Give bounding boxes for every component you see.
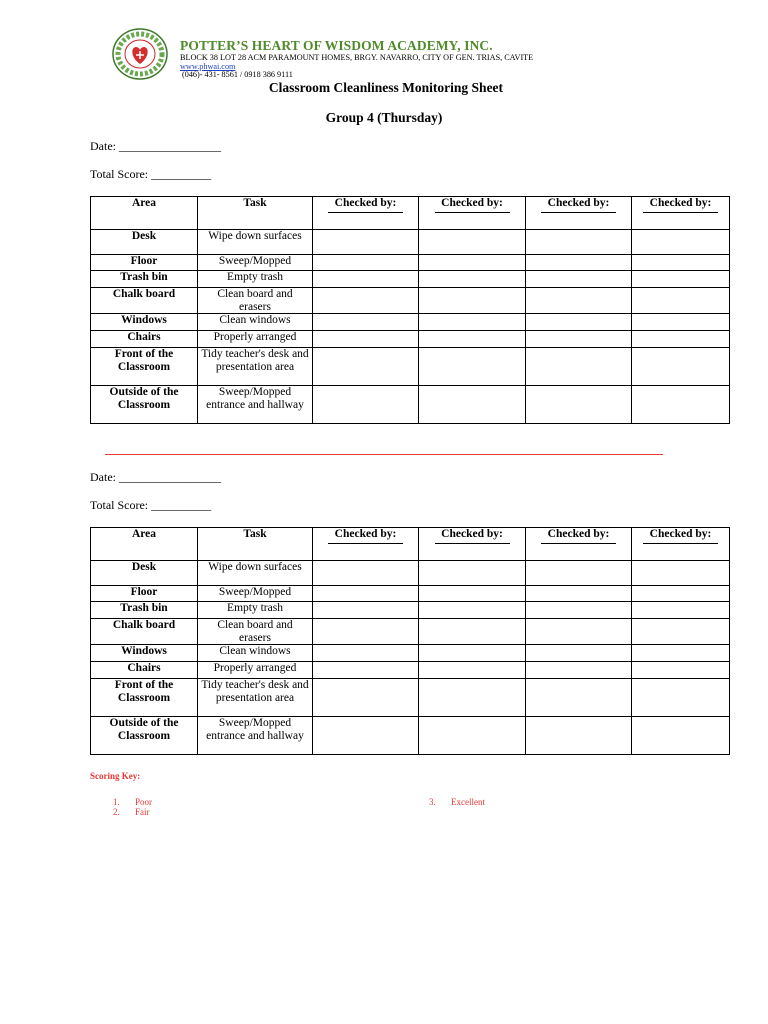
area-cell: Windows (91, 314, 198, 331)
area-cell: Outside of the Classroom (91, 386, 198, 424)
task-cell: Tidy teacher's desk and presentation area (198, 348, 313, 386)
check-cell[interactable] (313, 645, 419, 662)
check-cell[interactable] (313, 561, 419, 586)
section-divider (105, 454, 663, 455)
sheet-title: Classroom Cleanliness Monitoring Sheet (268, 80, 504, 95)
task-cell: Wipe down surfaces (198, 561, 313, 586)
area-cell: Chalk board (91, 288, 198, 314)
checked-by-header (526, 197, 632, 230)
task-cell: Sweep/Mopped entrance and hallway (198, 386, 313, 424)
check-cell[interactable] (526, 386, 632, 424)
check-cell[interactable] (526, 662, 632, 679)
check-cell[interactable] (526, 271, 632, 288)
header-label: Checked by: (441, 197, 503, 209)
check-cell[interactable] (632, 679, 730, 717)
check-cell[interactable] (419, 717, 526, 755)
task-cell: Sweep/Mopped (198, 255, 313, 271)
area-cell: Outside of the Classroom (91, 717, 198, 755)
check-cell[interactable] (419, 288, 526, 314)
signature-line (643, 543, 718, 544)
checked-by-header (632, 528, 730, 561)
task-cell: Clean windows (198, 645, 313, 662)
checked-by-header (419, 197, 526, 230)
area-cell: Front of the Classroom (91, 679, 198, 717)
task-cell: Wipe down surfaces (198, 230, 313, 255)
task-cell: Clean board and erasers (198, 619, 313, 645)
area-cell: Windows (91, 645, 198, 662)
check-cell[interactable] (313, 331, 419, 348)
area-header (91, 197, 198, 230)
area-cell: Front of the Classroom (91, 348, 198, 386)
task-cell: Clean windows (198, 314, 313, 331)
check-cell[interactable] (526, 645, 632, 662)
check-cell[interactable] (419, 348, 526, 386)
checked-by-header (313, 197, 419, 230)
check-cell[interactable] (632, 586, 730, 602)
header-label: Area (131, 197, 157, 209)
check-cell[interactable] (313, 586, 419, 602)
check-cell[interactable] (419, 586, 526, 602)
check-cell[interactable] (526, 561, 632, 586)
check-cell[interactable] (526, 679, 632, 717)
check-cell[interactable] (526, 619, 632, 645)
task-cell: Sweep/Mopped entrance and hallway (198, 717, 313, 755)
table-header-row (91, 528, 730, 561)
table-row (91, 561, 730, 586)
header-label: Checked by: (441, 528, 503, 540)
check-cell[interactable] (526, 314, 632, 331)
checked-by-header (632, 197, 730, 230)
area-cell: Chalk board (91, 619, 198, 645)
school-phone: (046)- 431- 8561 / 0918 386 9111 (182, 70, 293, 79)
check-cell[interactable] (632, 271, 730, 288)
check-cell[interactable] (313, 230, 419, 255)
task-cell: Properly arranged (198, 331, 313, 348)
total-score-field: Total Score: __________ (90, 167, 212, 181)
check-cell[interactable] (313, 602, 419, 619)
signature-line (328, 543, 403, 544)
table-row (91, 288, 730, 314)
table-row (91, 348, 730, 386)
header-label: Task (243, 197, 267, 209)
check-cell[interactable] (313, 348, 419, 386)
signature-line (541, 212, 616, 213)
check-cell[interactable] (419, 331, 526, 348)
check-cell[interactable] (419, 314, 526, 331)
header-label: Checked by: (334, 528, 397, 540)
task-cell: Empty trash (198, 602, 313, 619)
check-cell[interactable] (632, 561, 730, 586)
check-cell[interactable] (419, 386, 526, 424)
header-label: Checked by: (334, 197, 397, 209)
signature-line (435, 212, 510, 213)
scoring-key-label: Excellent (451, 797, 485, 807)
table-row (91, 314, 730, 331)
table-row (91, 645, 730, 662)
check-cell[interactable] (313, 679, 419, 717)
header-label: Checked by: (649, 197, 712, 209)
check-cell[interactable] (526, 288, 632, 314)
check-cell[interactable] (419, 619, 526, 645)
check-cell[interactable] (419, 679, 526, 717)
check-cell[interactable] (526, 230, 632, 255)
check-cell[interactable] (419, 255, 526, 271)
task-cell: Empty trash (198, 271, 313, 288)
area-header (91, 528, 198, 561)
check-cell[interactable] (313, 255, 419, 271)
task-cell: Properly arranged (198, 662, 313, 679)
table-row (91, 662, 730, 679)
table-row (91, 271, 730, 288)
task-header (198, 197, 313, 230)
task-cell: Clean board and erasers (198, 288, 313, 314)
school-website-link[interactable]: www.phwai.com (180, 62, 236, 71)
check-cell[interactable] (632, 348, 730, 386)
scoring-key-label: Fair (135, 807, 150, 817)
area-cell: Floor (91, 586, 198, 602)
signature-line (328, 212, 403, 213)
check-cell[interactable] (632, 662, 730, 679)
task-cell: Sweep/Mopped (198, 586, 313, 602)
check-cell[interactable] (313, 271, 419, 288)
check-cell[interactable] (632, 230, 730, 255)
checked-by-header (313, 528, 419, 561)
check-cell[interactable] (632, 619, 730, 645)
school-address: BLOCK 38 LOT 28 ACM PARAMOUNT HOMES, BRGY. NAVARRO, CITY OF GEN. TRIAS, CAVITE (180, 53, 534, 62)
check-cell[interactable] (313, 619, 419, 645)
task-header (198, 528, 313, 561)
check-cell[interactable] (526, 255, 632, 271)
table-row (91, 679, 730, 717)
check-cell[interactable] (632, 314, 730, 331)
date-field: Date: _________________ (90, 139, 221, 153)
area-cell: Chairs (91, 662, 198, 679)
signature-line (541, 543, 616, 544)
check-cell[interactable] (632, 288, 730, 314)
table-row (91, 255, 730, 271)
header-label: Checked by: (649, 528, 712, 540)
task-cell: Tidy teacher's desk and presentation area (198, 679, 313, 717)
school-logo (112, 28, 168, 80)
check-cell[interactable] (632, 717, 730, 755)
area-cell: Trash bin (91, 271, 198, 288)
school-name: POTTER’S HEART OF WISDOM ACADEMY, INC. (180, 38, 493, 53)
scoring-key-number: 2. (113, 807, 120, 817)
scoring-key-title: Scoring Key: (90, 771, 141, 781)
area-cell: Chairs (91, 331, 198, 348)
table-header-row (91, 197, 730, 230)
scoring-key-label: Poor (135, 797, 153, 807)
signature-line (643, 212, 718, 213)
area-cell: Trash bin (91, 602, 198, 619)
header-label: Checked by: (547, 197, 610, 209)
date-field: Date: _________________ (90, 470, 221, 484)
table-row (91, 386, 730, 424)
check-cell[interactable] (419, 645, 526, 662)
area-cell: Floor (91, 255, 198, 271)
check-cell[interactable] (313, 717, 419, 755)
total-score-field: Total Score: __________ (90, 498, 212, 512)
monitoring-table (90, 527, 730, 755)
header-label: Task (243, 528, 267, 540)
monitoring-table (90, 196, 730, 424)
check-cell[interactable] (313, 288, 419, 314)
signature-line (435, 543, 510, 544)
group-title: Group 4 (Thursday) (325, 110, 443, 125)
check-cell[interactable] (526, 348, 632, 386)
check-cell[interactable] (419, 602, 526, 619)
check-cell[interactable] (526, 586, 632, 602)
check-cell[interactable] (526, 331, 632, 348)
check-cell[interactable] (632, 255, 730, 271)
table-row (91, 602, 730, 619)
checked-by-header (419, 528, 526, 561)
scoring-key-number: 1. (113, 797, 120, 807)
header-label: Checked by: (547, 528, 610, 540)
check-cell[interactable] (419, 230, 526, 255)
check-cell[interactable] (632, 331, 730, 348)
checked-by-header (526, 528, 632, 561)
check-cell[interactable] (632, 386, 730, 424)
check-cell[interactable] (632, 602, 730, 619)
check-cell[interactable] (419, 561, 526, 586)
table-row (91, 586, 730, 602)
check-cell[interactable] (526, 717, 632, 755)
check-cell[interactable] (419, 662, 526, 679)
area-cell: Desk (91, 230, 198, 255)
check-cell[interactable] (313, 386, 419, 424)
check-cell[interactable] (419, 271, 526, 288)
table-row (91, 331, 730, 348)
table-row (91, 717, 730, 755)
header-label: Area (131, 528, 157, 540)
check-cell[interactable] (526, 602, 632, 619)
scoring-key-number: 3. (429, 797, 436, 807)
check-cell[interactable] (313, 662, 419, 679)
table-row (91, 230, 730, 255)
area-cell: Desk (91, 561, 198, 586)
table-row (91, 619, 730, 645)
check-cell[interactable] (313, 314, 419, 331)
check-cell[interactable] (632, 645, 730, 662)
